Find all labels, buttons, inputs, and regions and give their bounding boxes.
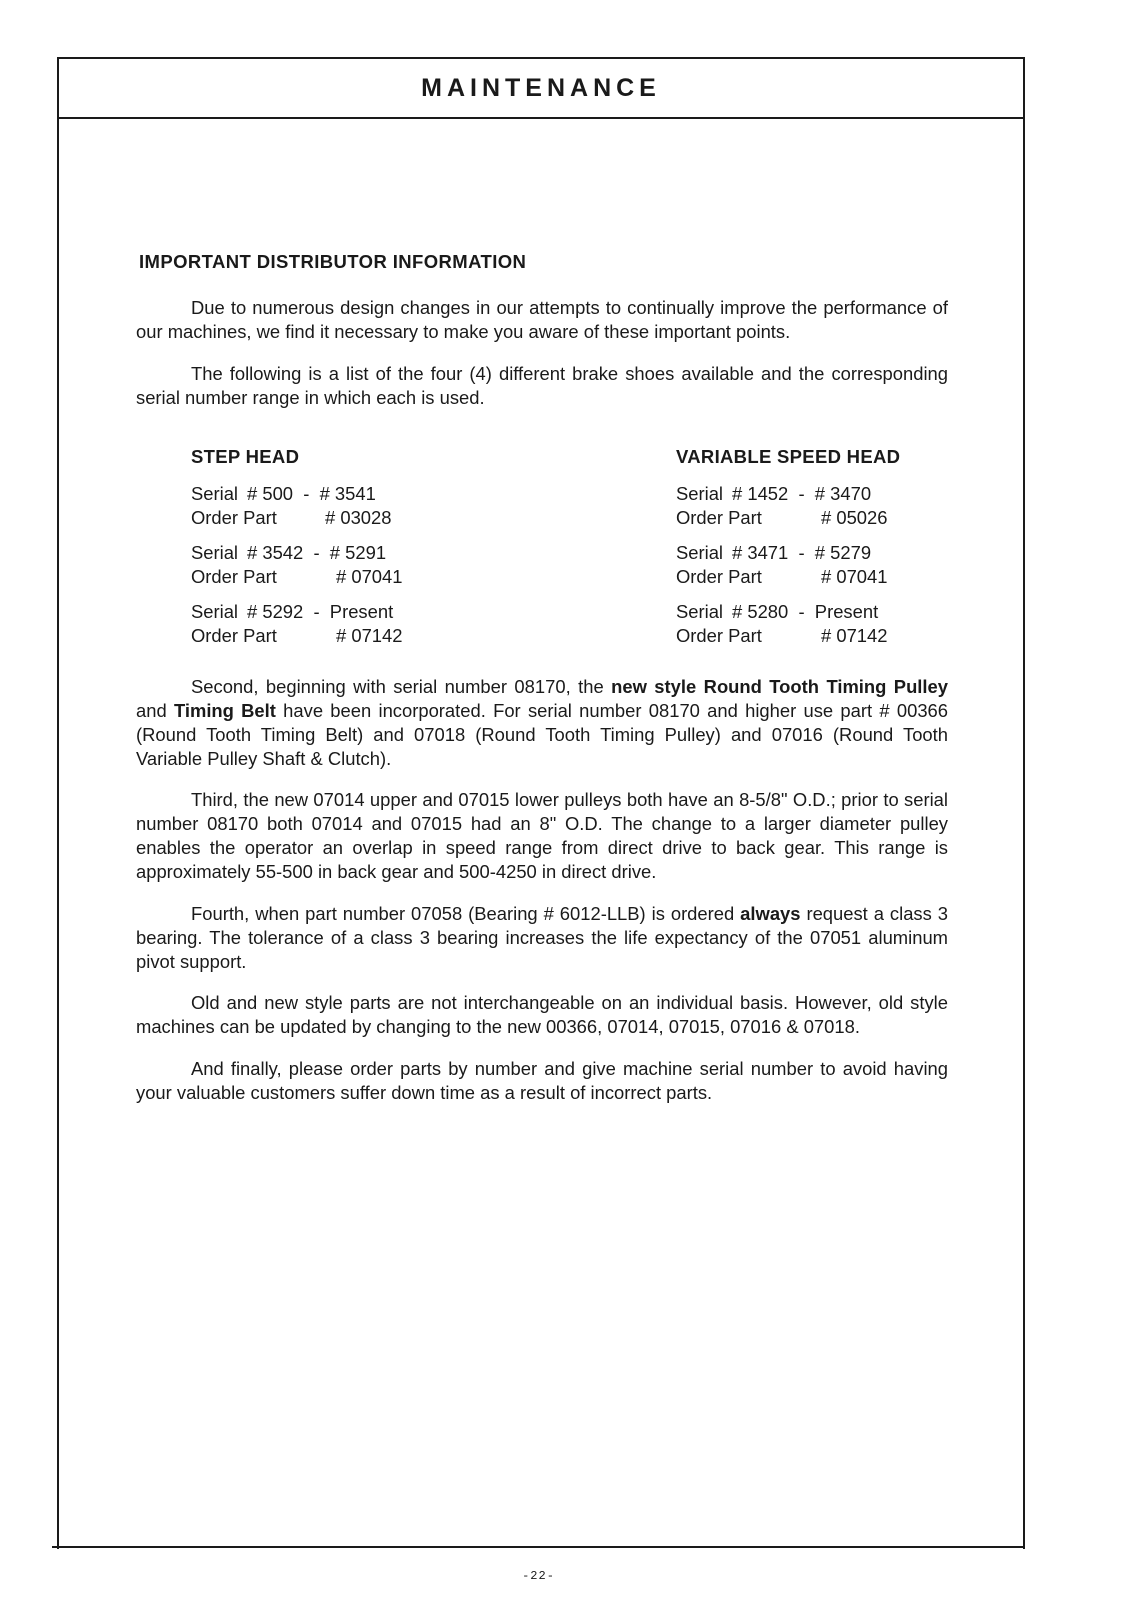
order-label: Order Part (676, 566, 762, 587)
fourth-paragraph (136, 902, 948, 974)
page-number: -22- (522, 1569, 555, 1583)
page-title: MAINTENANCE (421, 73, 661, 102)
second-text-3: have been incorporated. For serial number 08170 and higher use part # 00366 (Round Tooth Timing Belt) and 07018 (Round Tooth Timing Pulley) and 07016 (Round Tooth Variable Pulley Shaft & Clutch). (136, 700, 949, 769)
step-head-title: STEP HEAD (191, 446, 300, 467)
serial-range: # 5280 - Present (732, 601, 879, 622)
second-bold-2: Timing Belt (173, 700, 276, 721)
fourth-text-1: Fourth, when part number 07058 (Bearing # 6012-LLB) is ordered (191, 903, 741, 924)
serial-label: Serial (191, 542, 239, 563)
order-label: Order Part (191, 625, 277, 646)
order-part: # 07041 (821, 566, 888, 587)
order-part: # 07041 (336, 566, 403, 587)
section-title: IMPORTANT DISTRIBUTOR INFORMATION (139, 251, 527, 272)
serial-range: # 3471 - # 5279 (732, 542, 872, 563)
serial-label: Serial (191, 483, 239, 504)
order-label: Order Part (676, 625, 762, 646)
fourth-text-2: request a class 3 bearing. The tolerance of a class 3 bearing increases the life expectancy of the 07051 aluminum pivot support. (136, 903, 948, 972)
second-text-1: Second, beginning with serial number 08170, the (191, 676, 612, 697)
old-new-paragraph: Old and new style parts are not interchangeable on an individual basis. However, old style machines can be updated by changing to the new 00366, 07014, 07015, 07016 & 07018. (136, 992, 948, 1037)
serial-range: # 500 - # 3541 (247, 483, 376, 504)
intro-paragraph: Due to numerous design changes in our attempts to continually improve the performance of our machines, we find it necessary to make you aware of these important points. (136, 297, 948, 342)
header-box (59, 59, 1023, 119)
serial-label: Serial (676, 542, 724, 563)
serial-range: # 5292 - Present (247, 601, 394, 622)
serial-range: # 1452 - # 3470 (732, 483, 872, 504)
order-label: Order Part (191, 566, 277, 587)
serial-label: Serial (191, 601, 239, 622)
second-paragraph (136, 675, 948, 771)
second-text-2: and (136, 700, 174, 721)
order-part: # 05026 (821, 507, 888, 528)
order-part: # 07142 (336, 625, 403, 646)
order-label: Order Part (191, 507, 277, 528)
finally-paragraph: And finally, please order parts by number and give machine serial number to avoid having your valuable customers suffer down time as a result of incorrect parts. (136, 1058, 948, 1103)
order-part: # 03028 (325, 507, 392, 528)
bottom-rule (52, 1546, 1025, 1548)
fourth-bold: always (740, 903, 801, 924)
serial-range: # 3542 - # 5291 (247, 542, 387, 563)
serial-label: Serial (676, 483, 724, 504)
order-label: Order Part (676, 507, 762, 528)
third-paragraph: Third, the new 07014 upper and 07015 lower pulleys both have an 8-5/8" O.D.; prior to serial number 08170 both 07014 and 07015 had an 8" O.D. The change to a larger diameter pulley enables the operator an overlap in speed range from direct drive to back gear. This range is approximately 55-500 in back gear and 500-4250 in direct drive. (136, 789, 948, 882)
list-intro-paragraph: The following is a list of the four (4) different brake shoes available and the corresponding serial number range in which each is used. (136, 363, 948, 408)
variable-speed-head-title: VARIABLE SPEED HEAD (676, 446, 901, 467)
serial-label: Serial (676, 601, 724, 622)
second-bold-1: new style Round Tooth Timing Pulley (611, 676, 948, 697)
order-part: # 07142 (821, 625, 888, 646)
